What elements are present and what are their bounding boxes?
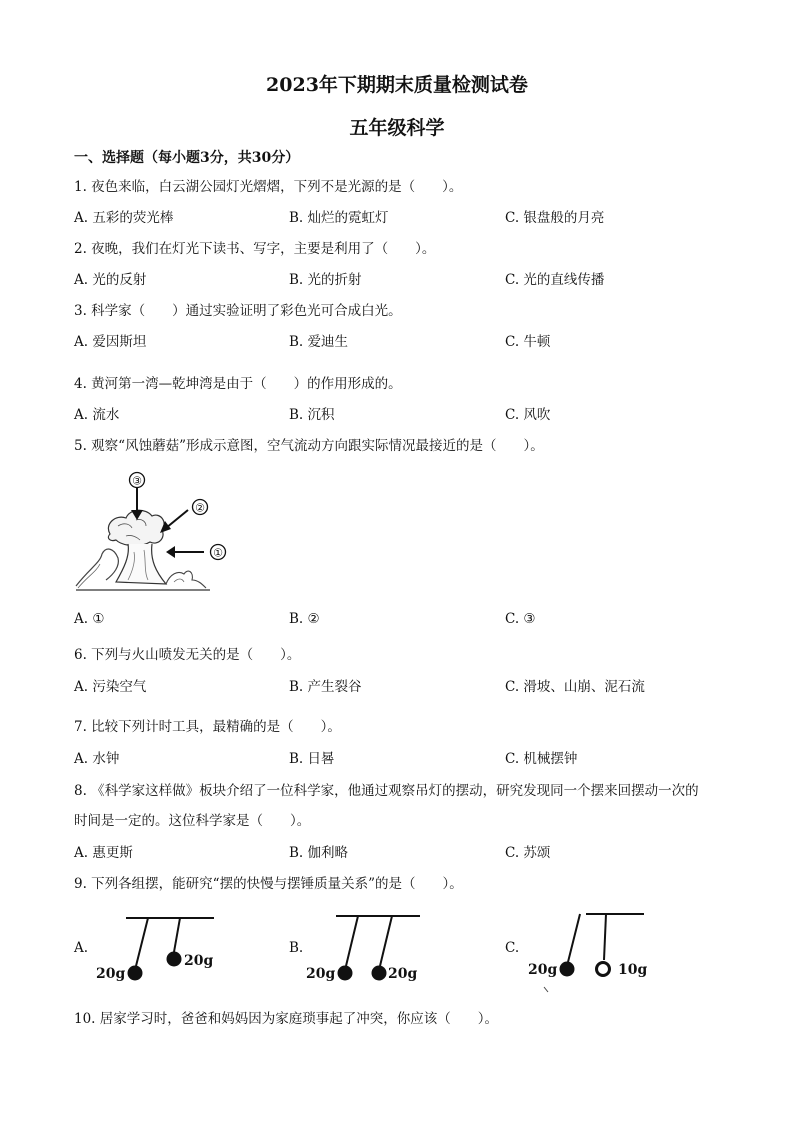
pendulum-a1-mass: 20g	[96, 966, 126, 982]
question-1-stem: 1. 夜色来临，白云湖公园灯光熠熠，下列不是光源的是（ ）。	[74, 179, 463, 195]
question-2-option-b: B. 光的折射	[289, 272, 362, 288]
question-2-option-a: A. 光的反射	[74, 272, 147, 288]
pendulum-set-b	[306, 910, 431, 984]
arrow-label-1: ①	[213, 546, 223, 560]
question-1-option-a: A. 五彩的荧光棒	[74, 210, 174, 226]
question-7-option-a: A. 水钟	[74, 751, 120, 767]
question-5-option-b: B. ②	[289, 611, 320, 627]
question-7-stem: 7. 比较下列计时工具，最精确的是（ ）。	[74, 719, 341, 735]
question-6-option-a: A. 污染空气	[74, 679, 147, 695]
question-8-stem-line-1: 8. 《科学家这样做》板块介绍了一位科学家，他通过观察吊灯的摆动，研究发现同一个摆来回摆动一次的	[74, 783, 699, 799]
question-6-option-c: C. 滑坡、山崩、泥石流	[505, 679, 645, 695]
question-5-stem: 5. 观察“风蚀蘑菇”形成示意图，空气流动方向跟实际情况最接近的是（ ）。	[74, 438, 544, 454]
section-heading: 一、选择题（每小题3分，共30分）	[74, 150, 300, 166]
question-1-option-b: B. 灿烂的霓虹灯	[289, 210, 389, 226]
pendulum-c2-mass: 10g	[618, 962, 648, 978]
question-2-option-c: C. 光的直线传播	[505, 272, 605, 288]
pendulum-b1-mass: 20g	[306, 966, 336, 982]
question-4-option-c: C. 风吹	[505, 407, 551, 423]
question-8-option-a: A. 惠更斯	[74, 845, 133, 861]
pendulum-set-c	[526, 908, 656, 996]
pendulum-b2-mass: 20g	[388, 966, 418, 982]
question-8-option-c: C. 苏颂	[505, 845, 551, 861]
question-3-stem: 3. 科学家（ ）通过实验证明了彩色光可合成白光。	[74, 303, 402, 319]
question-4-stem: 4. 黄河第一湾—乾坤湾是由于（ ）的作用形成的。	[74, 376, 402, 392]
question-7-option-b: B. 日晷	[289, 751, 335, 767]
exam-title: 2023年下期期末质量检测试卷	[266, 74, 528, 96]
pendulum-c1-mass: 20g	[528, 962, 558, 978]
question-4-option-a: A. 流水	[74, 407, 120, 423]
arrow-label-2: ②	[195, 501, 205, 515]
question-3-option-c: C. 牛顿	[505, 334, 551, 350]
question-3-option-b: B. 爱迪生	[289, 334, 349, 350]
question-7-option-c: C. 机械摆钟	[505, 751, 578, 767]
arrow-label-3: ③	[132, 474, 142, 488]
wind-erosion-mushroom-figure	[70, 468, 240, 598]
question-6-option-b: B. 产生裂谷	[289, 679, 362, 695]
pendulum-a2-mass: 20g	[184, 953, 214, 969]
question-8-option-b: B. 伽利略	[289, 845, 349, 861]
question-9-option-b: B.	[289, 940, 304, 956]
question-9-stem: 9. 下列各组摆，能研究“摆的快慢与摆锤质量关系”的是（ ）。	[74, 876, 463, 892]
question-5-option-c: C. ③	[505, 611, 536, 627]
question-8-stem-line-2: 时间是一定的。这位科学家是（ ）。	[74, 813, 311, 829]
question-9-option-a: A.	[74, 940, 89, 956]
question-1-option-c: C. 银盘般的月亮	[505, 210, 605, 226]
question-10-stem: 10. 居家学习时，爸爸和妈妈因为家庭琐事起了冲突，你应该（ ）。	[74, 1011, 499, 1027]
question-9-option-c: C.	[505, 940, 520, 956]
question-4-option-b: B. 沉积	[289, 407, 335, 423]
question-6-stem: 6. 下列与火山喷发无关的是（ ）。	[74, 647, 301, 663]
question-5-option-a: A. ①	[74, 611, 105, 627]
question-3-option-a: A. 爱因斯坦	[74, 334, 147, 350]
question-2-stem: 2. 夜晚，我们在灯光下读书、写字，主要是利用了（ ）。	[74, 241, 436, 257]
pendulum-set-a	[96, 912, 226, 984]
exam-subtitle: 五年级科学	[349, 117, 445, 139]
